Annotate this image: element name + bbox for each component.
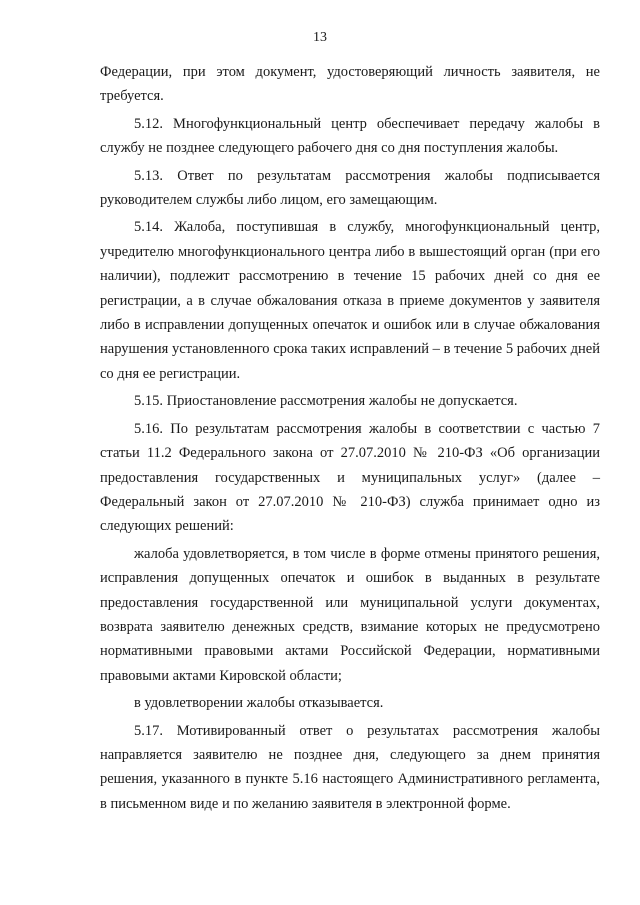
paragraph-5-12: 5.12. Многофункциональный центр обеспечивает передачу жалобы в службу не позднее следующего рабочего дня со дня поступления жалобы. [100,115,600,157]
paragraph-5-15: 5.15. Приостановление рассмотрения жалобы не допускается. [134,393,518,410]
paragraph-decision-satisfied: жалоба удовлетворяется, в том числе в форме отмены принятого решения, исправления допущенных опечаток и ошибок в выданных в результате предоставления государственной или муниципальной услуги документах, возврата заявителю денежных средств, взимание которых не предусмотрено нормативными правовыми актами Российской Федерации, нормативными правовыми актами Кировской области; [100,545,600,684]
paragraph-5-14: 5.14. Жалоба, поступившая в службу, многофункциональный центр, учредителю многофункционального центра либо в вышестоящий орган (при его наличии), подлежит рассмотрению в течение 15 рабочих дней со дня ее регистрации, а в случае обжалования отказа в приеме документов у заявителя либо в исправлении допущенных опечаток и ошибок или в случае обжалования нарушения установленного срока таких исправлений – в течение 5 рабочих дней со дня ее регистрации. [100,219,600,382]
document-body [100,60,600,819]
paragraph-5-16: 5.16. По результатам рассмотрения жалобы в соответствии с частью 7 статьи 11.2 Федерального закона от 27.07.2010 № 210-ФЗ «Об организации предоставления государственных и муниципальных услуг» (далее – Федеральный закон от 27.07.2010 № 210-ФЗ) служба принимает одно из следующих решений: [100,420,600,535]
paragraph-decision-refused: в удовлетворении жалобы отказывается. [134,695,384,712]
paragraph-continuation: Федерации, при этом документ, удостоверяющий личность заявителя, не требуется. [100,64,600,105]
paragraph-5-13: 5.13. Ответ по результатам рассмотрения жалобы подписывается руководителем службы либо лицом, его замещающим. [100,167,600,209]
paragraph-5-17: 5.17. Мотивированный ответ о результатах рассмотрения жалобы направляется заявителю не позднее дня, следующего за днем принятия решения, указанного в пункте 5.16 настоящего Административного регламента, в письменном виде и по желанию заявителя в электронной форме. [100,722,600,812]
page-number: 13 [313,30,327,45]
